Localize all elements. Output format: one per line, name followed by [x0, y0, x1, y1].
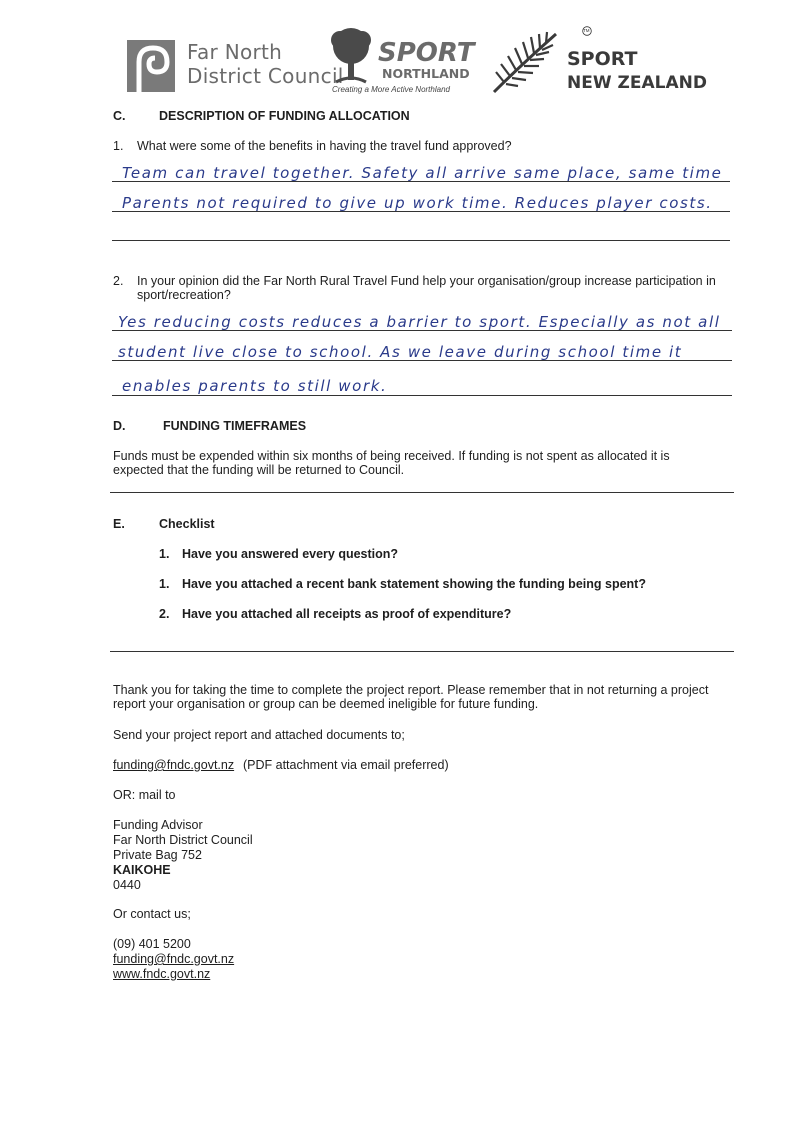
sport-northland-line1: SPORT [378, 38, 475, 68]
fndc-logo [125, 38, 344, 94]
thanks-line1: Thank you for taking the time to complete the project report. Please remember that in not returning a project [113, 683, 709, 697]
sport-nz-logo [490, 26, 707, 96]
send-to-text: Send your project report and attached documents to; [113, 728, 405, 742]
q1-answer-line2: Parents not required to give up work time. Reduces player costs. [122, 194, 713, 212]
address-line3: Private Bag 752 [113, 848, 202, 862]
section-d-letter: D. [113, 419, 126, 433]
q2-answer-line2: student live close to school. As we leave during school time it [118, 343, 683, 361]
q1-answer-rule1 [112, 181, 730, 182]
website-link[interactable]: www.fndc.govt.nz [113, 967, 211, 981]
sport-nz-line1: SPORT [567, 48, 638, 70]
address-line5: 0440 [113, 878, 141, 892]
q1-answer-rule2 [112, 211, 730, 212]
sport-northland-tagline: Creating a More Active Northland [332, 85, 450, 94]
section-c-title: DESCRIPTION OF FUNDING ALLOCATION [159, 109, 410, 123]
email-link[interactable]: funding@fndc.govt.nz [113, 758, 235, 772]
checklist-item-3: Have you attached all receipts as proof of expenditure? [182, 607, 512, 621]
checklist-item-1-number: 1. [159, 547, 170, 561]
checklist-item-2: Have you attached a recent bank statement showing the funding being spent? [182, 577, 646, 591]
q2-question-line1: In your opinion did the Far North Rural Travel Fund help your organisation/group increase participation in [137, 274, 716, 288]
q1-question: What were some of the benefits in having the travel fund approved? [137, 139, 512, 153]
q2-answer-line1: Yes reducing costs reduces a barrier to sport. Especially as not all [118, 313, 721, 331]
section-e-rule [110, 651, 734, 652]
tree-icon [328, 26, 374, 84]
section-e-letter: E. [113, 517, 125, 531]
q1-answer-line1: Team can travel together. Safety all arrive same place, same time [122, 164, 723, 182]
sport-nz-trademark: TM [583, 28, 590, 33]
sport-northland-line2: NORTHLAND [382, 66, 470, 81]
checklist-item-2-number: 1. [159, 577, 170, 591]
section-d-line2: expected that the funding will be returned to Council. [113, 463, 405, 477]
email-note: (PDF attachment via email preferred) [243, 758, 449, 772]
phone-number: (09) 401 5200 [113, 937, 191, 951]
section-d-line1: Funds must be expended within six months of being received. If funding is not spent as allocated it is [113, 449, 670, 463]
thanks-line2: report your organisation or group can be deemed ineligible for future funding. [113, 697, 539, 711]
q2-answer-line3: enables parents to still work. [122, 377, 388, 395]
section-c-letter: C. [113, 109, 126, 123]
q2-answer-rule2 [112, 360, 732, 361]
address-line4: KAIKOHE [113, 863, 171, 877]
sport-nz-line2: NEW ZEALAND [567, 73, 707, 93]
q2-question-line2: sport/recreation? [137, 288, 231, 302]
q2-number: 2. [113, 274, 124, 288]
q2-answer-rule1 [112, 330, 732, 331]
fndc-logo-line2: District Council [187, 64, 344, 88]
checklist-item-3-number: 2. [159, 607, 170, 621]
sport-northland-logo [328, 26, 478, 98]
fndc-logo-line1: Far North [187, 40, 283, 64]
section-d-rule [110, 492, 734, 493]
q2-answer-rule3 [112, 395, 732, 396]
q1-number: 1. [113, 139, 124, 153]
contact-email-link[interactable]: funding@fndc.govt.nz [113, 952, 235, 966]
q1-answer-rule3 [112, 240, 730, 241]
address-line2: Far North District Council [113, 833, 253, 847]
section-d-title: FUNDING TIMEFRAMES [163, 419, 307, 433]
address-line1: Funding Advisor [113, 818, 203, 832]
checklist-item-1: Have you answered every question? [182, 547, 399, 561]
fndc-emblem-icon [125, 38, 177, 94]
or-mail-text: OR: mail to [113, 788, 176, 802]
section-e-title: Checklist [159, 517, 215, 531]
silver-fern-icon [490, 26, 560, 96]
or-contact-text: Or contact us; [113, 907, 191, 921]
